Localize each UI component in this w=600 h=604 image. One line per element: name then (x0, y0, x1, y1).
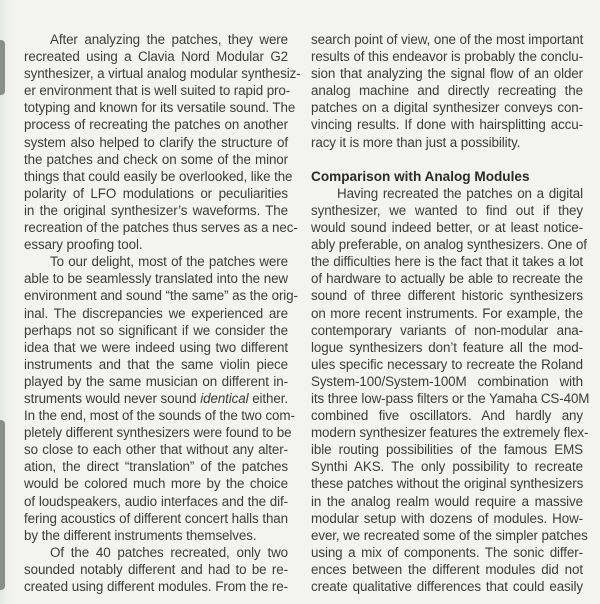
text-line: by the different instruments themselves. (24, 527, 257, 543)
text-line: sion that analyzing the signal flow of an older (311, 66, 583, 82)
text-line: would sound indeed better, or at least notice- (311, 220, 583, 236)
text-line: Having recreated the patches on a digital (337, 185, 583, 201)
text-line: System-100/System-100M combination with (311, 373, 583, 389)
text-line: To our delight, most of the patches were (50, 254, 288, 270)
text-line: ible routing possibilities of the famous EMS (311, 442, 583, 458)
text-segment: struments would never sound (24, 390, 201, 406)
text-line: synthesizer, a virtual analog modular synthesiz- (24, 66, 301, 82)
text-line: racy it is more than just a possibility. (311, 134, 521, 150)
text-line: environment and sound “the same” as the orig- (24, 288, 298, 304)
text-line: synthesizer, we wanted to find out if they (311, 202, 583, 218)
text-line: Of the 40 patches recreated, only two (50, 544, 288, 560)
text-line: modern synthesizer features the extremely flex- (311, 425, 589, 441)
text-line: things that could easily be overlooked, like the (24, 168, 293, 184)
text-line (24, 390, 288, 407)
emphasized-word: identical (200, 390, 249, 406)
text-line: fering acoustics of different concert halls than (24, 510, 288, 526)
section-gap (311, 151, 583, 168)
text-line: After analyzing the patches, they were (50, 32, 288, 47)
text-line: logue synthesizers don’t feature all the mod- (311, 339, 583, 355)
text-line: ever, we recreated some of the simpler patches (311, 527, 588, 543)
text-line: er environment that is well suited to rapid pro- (24, 83, 291, 99)
text-segment: either. (248, 390, 288, 406)
text-line: created using different modules. From the re- (24, 579, 288, 594)
text-line: perhaps not so significant if we consider the (24, 322, 288, 338)
text-line: combined five oscillators. And hardly any (311, 408, 583, 424)
text-line: ules specific necessary to recreate the Roland (311, 356, 583, 372)
text-line: process of recreating the patches on another (24, 117, 288, 133)
text-line: contemporary variants of non-modular ana- (311, 322, 583, 338)
text-line: of hardware to actually be able to recreate the (311, 271, 583, 287)
text-line: so close to each other that without any alter- (24, 442, 288, 458)
text-line: on more recent instruments. For example, the (311, 305, 583, 321)
body-paragraph (311, 185, 590, 595)
text-line: polarity of LFO modulations or peculiarities (24, 185, 288, 201)
left-text-column (24, 31, 301, 595)
text-line: ation, the direct “translation” of the patches (24, 459, 288, 475)
right-text-column (311, 31, 590, 595)
binding-mark (0, 420, 5, 590)
text-line: modular setup with dozens of modules. How- (311, 510, 583, 526)
text-line: inal. The discrepancies we experienced are (24, 305, 288, 321)
text-line: recreation of the patches thus serves as a nec- (24, 220, 298, 236)
text-line: vincing results. If done with hairsplitting accu- (311, 117, 583, 133)
text-line: essary proofing tool. (24, 237, 143, 253)
text-line: pletely different synthesizers were found to be (24, 425, 292, 441)
text-line: system also helped to clarify the structure of (24, 134, 288, 150)
text-line: sounded notably different and had to be re- (24, 561, 288, 577)
text-line: able to be seamlessly translated into the new (24, 271, 288, 287)
text-line: Synthi AKS. The only possibility to recreate (311, 459, 583, 475)
text-line: the patches and check on some of the minor (24, 151, 288, 167)
text-line: using a mix of components. The sonic differ- (311, 544, 583, 560)
text-line: analog machine and directly recreating the (311, 83, 583, 99)
text-line: in the analog realm would require a massive (311, 493, 583, 509)
text-line: in the original synthesizer’s waveforms. The (24, 202, 288, 218)
intro-paragraph (311, 31, 583, 151)
text-line: In the end, most of the sounds of the two com- (24, 408, 295, 424)
text-line: patches on a digital synthesizer conveys con- (311, 100, 583, 116)
text-line: the difficulties here is the fact that it takes a lot (311, 254, 583, 270)
text-line: search point of view, one of the most important (311, 32, 584, 47)
text-line: idea that we were indeed using two different (24, 339, 288, 355)
text-line: ences between the different modules did not (311, 561, 583, 577)
section-heading: Comparison with Analog Modules (311, 168, 530, 184)
text-line: of loudspeakers, audio interfaces and the dif- (24, 493, 288, 509)
text-line: instruments and that the same violin piece (24, 356, 288, 372)
text-line: would be colored much more by the choice (24, 476, 288, 492)
text-line: ably preferable, on analog synthesizers. One of (311, 237, 587, 253)
text-line: totyping and known for its versatile sound. The (24, 100, 296, 116)
text-line: results of this endeavor is probably the conclu- (311, 49, 583, 65)
text-line: create qualitative differences that could easily (311, 579, 583, 594)
text-line: sound of three different historic synthesizers (311, 288, 583, 304)
text-line: recreated using a Clavia Nord Modular G2 (24, 49, 288, 65)
binding-mark (0, 40, 5, 95)
text-line: these patches without the original synthesizers (311, 476, 584, 492)
text-line: played by the same musician on different in- (24, 373, 288, 389)
text-line: its three low-pass filters or the Yamaha CS-40M (311, 390, 590, 406)
